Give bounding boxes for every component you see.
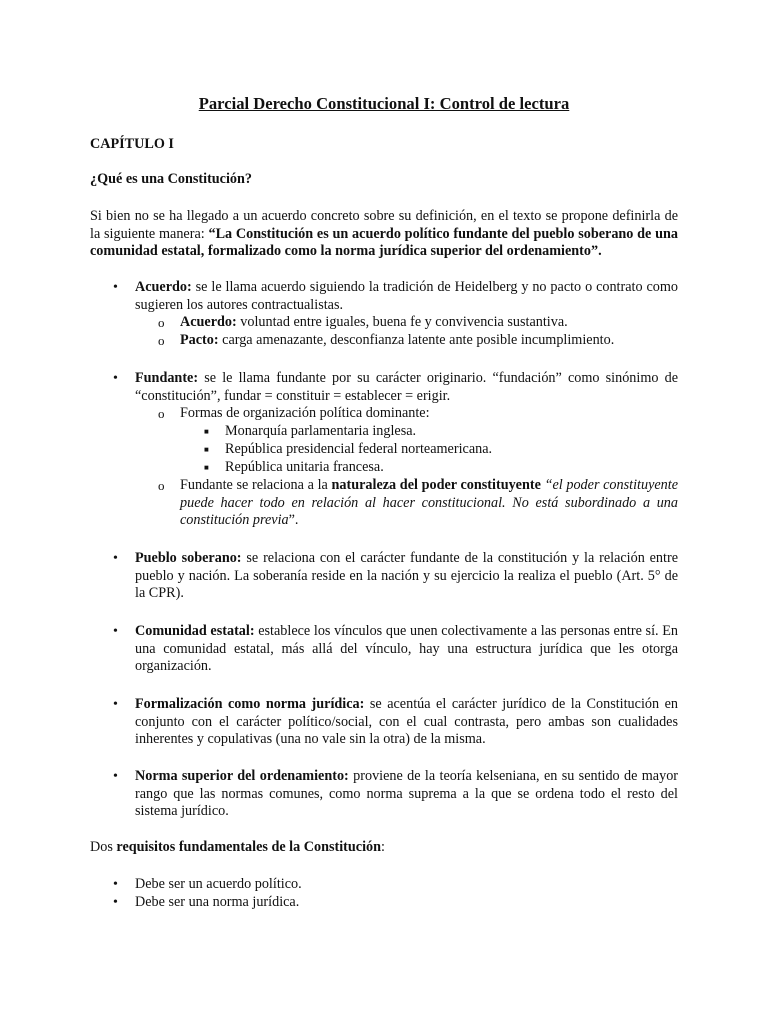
term-text: se relaciona con el carácter fundante de la constitución y la relación entre pueblo y nación. La soberanía reside en la nación y su ejercicio la realiza el pueblo (Art. 5° de la CPR).: [135, 550, 678, 602]
bullet-icon: •: [113, 551, 118, 566]
requisito-item: Debe ser una norma jurídica.: [135, 894, 300, 910]
circle-bullet-icon: o: [158, 478, 165, 493]
square-bullet-icon: ■: [204, 463, 209, 472]
italic-quote: “el poder constituyente puede hacer todo en relación al hacer constitucional. No está subordinado a una constitución previa: [180, 477, 678, 529]
term-label: Comunidad estatal:: [135, 623, 255, 639]
sub-item-poder-constituyente: [180, 477, 678, 530]
list-item-norma-superior: [135, 768, 678, 821]
section-question: ¿Qué es una Constitución?: [90, 171, 252, 187]
intro-paragraph: [90, 208, 678, 261]
term-text: proviene de la teoría kelseniana, en su sentido de mayor rango que las normas comunes, como norma suprema a la que se ordena todo el resto del sistema jurídico.: [135, 768, 679, 820]
square-bullet-icon: ■: [204, 427, 209, 436]
term-text: se acentúa el carácter jurídico de la Constitución en conjunto con el carácter político/social, con el cual contrasta, pero ambas son cualidades inherentes y copulativas (una no vale sin la otra) de la misma.: [135, 696, 678, 748]
term-text: se le llama acuerdo siguiendo la tradición de Heidelberg y no pacto o contrato como sugieren los autores contractualistas.: [135, 279, 678, 313]
circle-bullet-icon: o: [158, 333, 165, 348]
form-item: República unitaria francesa.: [225, 459, 384, 475]
requisitos-heading: requisitos fundamentales de la Constitución: [116, 839, 382, 855]
intro-text: Si bien no se ha llegado a un acuerdo concreto sobre su definición, en el texto se propone definirla de la siguiente manera:: [90, 208, 678, 242]
term-label: Norma superior del ordenamiento:: [135, 768, 349, 784]
circle-bullet-icon: o: [158, 315, 165, 330]
square-bullet-icon: ■: [204, 445, 209, 454]
term-label: Acuerdo:: [135, 279, 192, 295]
page-title: Parcial Derecho Constitucional I: Control de lectura: [198, 94, 570, 113]
requisitos-pre: Dos: [90, 839, 117, 855]
term-label: Formalización como norma jurídica:: [135, 696, 365, 712]
sub-item-formas: Formas de organización política dominante:: [180, 405, 430, 421]
list-item-formalizacion: [135, 696, 678, 749]
bullet-icon: •: [113, 895, 118, 910]
sub-item-acuerdo: [180, 314, 678, 332]
quote-end: ”.: [288, 512, 299, 529]
circle-bullet-icon: o: [158, 406, 165, 421]
bullet-icon: •: [113, 769, 118, 784]
term-label: naturaleza del poder constituyente: [331, 477, 541, 493]
list-item-comunidad-estatal: [135, 623, 678, 676]
bullet-icon: •: [113, 371, 118, 386]
form-item: Monarquía parlamentaria inglesa.: [225, 423, 417, 439]
term-text: establece los vínculos que unen colectivamente a las personas entre sí. En una comunidad estatal, más allá del vínculo, hay una estructura jurídica que les otorga organización.: [135, 623, 678, 675]
sub-item-pacto: [180, 332, 678, 350]
requisito-item: Debe ser un acuerdo político.: [135, 876, 302, 892]
definition-quote: “La Constitución es un acuerdo político fundante del pueblo soberano de una comunidad estatal, formalizado como la norma jurídica superior del ordenamiento”.: [90, 225, 678, 260]
term-label: Acuerdo:: [180, 314, 237, 330]
term-label: Fundante:: [135, 370, 199, 386]
chapter-heading: CAPÍTULO I: [90, 136, 174, 152]
bullet-icon: •: [113, 624, 118, 639]
list-item-acuerdo: [135, 279, 678, 314]
term-label: Pueblo soberano:: [135, 550, 242, 566]
sub-text: Fundante se relaciona a la: [180, 477, 332, 493]
term-text: se le llama fundante por su carácter originario. “fundación” como sinónimo de “constitución”, fundar = constituir = establecer = erigir.: [135, 370, 678, 404]
list-item-fundante: [135, 370, 678, 405]
form-item: República presidencial federal norteamericana.: [225, 441, 493, 457]
term-label: Pacto:: [180, 332, 219, 348]
list-item-pueblo-soberano: [135, 550, 678, 603]
requisitos-paragraph: [90, 839, 678, 857]
bullet-icon: •: [113, 280, 118, 295]
bullet-icon: •: [113, 697, 118, 712]
term-text: carga amenazante, desconfianza latente ante posible incumplimiento.: [218, 332, 615, 348]
bullet-icon: •: [113, 877, 118, 892]
requisitos-post: :: [381, 839, 385, 855]
term-text: voluntad entre iguales, buena fe y convivencia sustantiva.: [236, 314, 568, 330]
